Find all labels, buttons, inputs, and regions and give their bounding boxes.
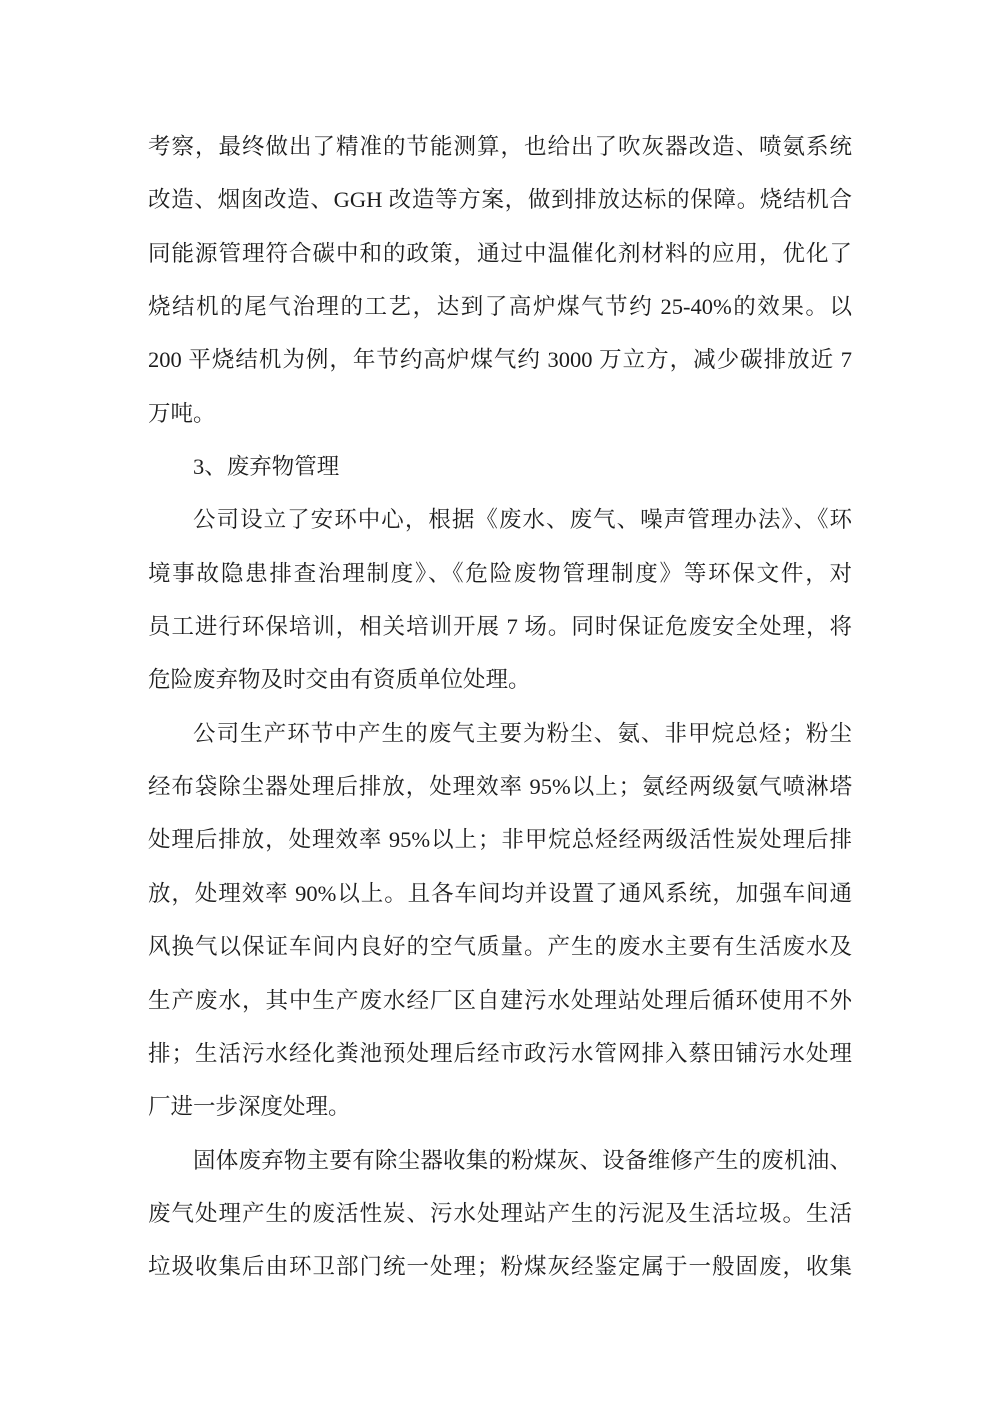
text-line: 同能源管理符合碳中和的政策，通过中温催化剂材料的应用，优化了: [148, 240, 852, 266]
text-line: 厂进一步深度处理。: [148, 1094, 351, 1120]
text-line: 考察，最终做出了精准的节能测算，也给出了吹灰器改造、喷氨系统: [148, 134, 852, 159]
text-line: 员工进行环保培训，相关培训开展 7 场。同时保证危废安全处理，将: [148, 614, 852, 640]
text-line: 垃圾收集后由环卫部门统一处理；粉煤灰经鉴定属于一般固废，收集: [148, 1254, 852, 1280]
section-heading: 3、废弃物管理: [193, 454, 340, 480]
text-line: 风换气以保证车间内良好的空气质量。产生的废水主要有生活废水及: [148, 934, 852, 960]
text-line: 固体废弃物主要有除尘器收集的粉煤灰、设备维修产生的废机油、: [193, 1147, 852, 1173]
text-line: 境事故隐患排查治理制度》、《危险废物管理制度》等环保文件，对: [148, 560, 852, 586]
text-line: 200 平烧结机为例，年节约高炉煤气约 3000 万立方，减少碳排放近 7: [148, 347, 852, 373]
text-line: 危险废弃物及时交由有资质单位处理。: [148, 667, 531, 693]
text-line: 公司生产环节中产生的废气主要为粉尘、氨、非甲烷总烃；粉尘: [193, 720, 852, 746]
text-line: 烧结机的尾气治理的工艺，达到了高炉煤气节约 25-40%的效果。以: [148, 294, 852, 320]
text-line: 排；生活污水经化粪池预处理后经市政污水管网排入蔡田铺污水处理: [148, 1040, 852, 1066]
document-text-block: [148, 120, 852, 1294]
text-line: 经布袋除尘器处理后排放，处理效率 95%以上；氨经两级氨气喷淋塔: [148, 774, 852, 800]
text-line: 生产废水，其中生产废水经厂区自建污水处理站处理后循环使用不外: [148, 987, 852, 1013]
text-line: 废气处理产生的废活性炭、污水处理站产生的污泥及生活垃圾。生活: [148, 1200, 852, 1226]
text-line: 公司设立了安环中心，根据《废水、废气、噪声管理办法》、《环: [193, 507, 852, 533]
text-line: 放，处理效率 90%以上。且各车间均并设置了通风系统，加强车间通: [148, 880, 852, 906]
text-line: 改造、烟囱改造、GGH 改造等方案，做到排放达标的保障。烧结机合: [148, 187, 852, 213]
text-line: 万吨。: [148, 400, 216, 426]
text-line: 处理后排放，处理效率 95%以上；非甲烷总烃经两级活性炭处理后排: [148, 827, 852, 853]
